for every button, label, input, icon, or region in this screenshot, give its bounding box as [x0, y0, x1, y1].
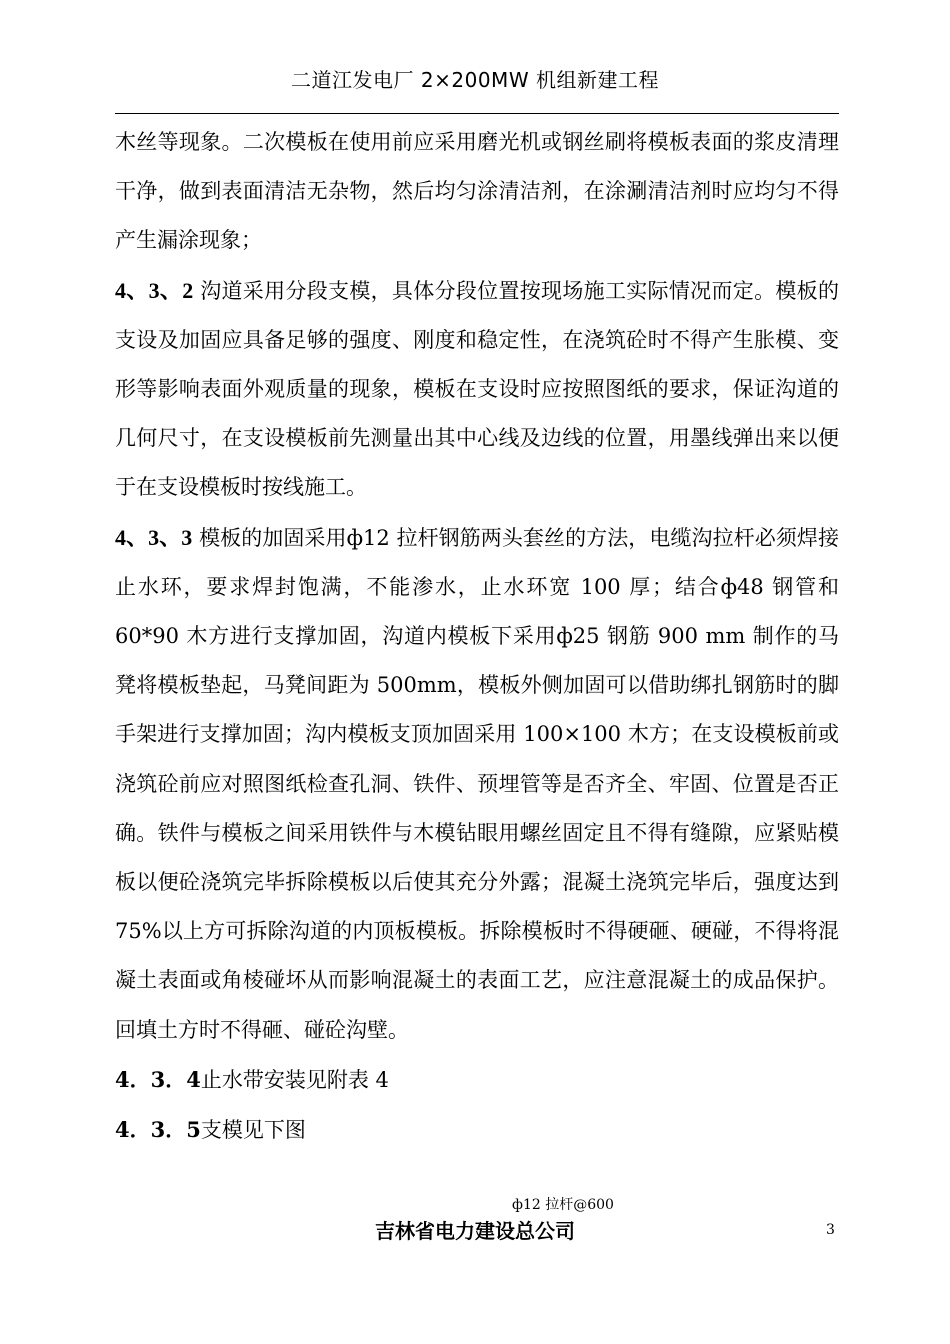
page-number: 3	[826, 1222, 835, 1238]
paragraph-4-3-2-text: 沟道采用分段支模，具体分段位置按现场施工实际情况而定。模板的支设及加固应具备足够的强度、刚度和稳定性，在浇筑砼时不得产生胀模、变形等影响表面外观质量的现象，模板在支设时应按照图纸的要求，保证沟道的几何尺寸，在支设模板前先测量出其中心线及边线的位置，用墨线弹出来以便于在支设模板时按线施工。	[115, 278, 839, 500]
document-body	[115, 118, 839, 1155]
section-number-4-3-2: 4、3、2	[115, 277, 194, 303]
document-header: 二道江发电厂 2×200MW 机组新建工程	[291, 68, 659, 92]
figure-label: ф12 拉杆@600	[512, 1197, 614, 1213]
paragraph-4-3-3-text: 模板的加固采用ф12 拉杆钢筋两头套丝的方法，电缆沟拉杆必须焊接止水环，要求焊封饱满，不能渗水，止水环宽 100 厚；结合ф48 钢管和 60*90 木方进行支撑加固，沟道内模板下采用ф25 钢筋 900 mm 制作的马凳将模板垫起，马凳间距为 500mm，模板外侧加固可以借助绑扎钢筋时的脚手架进行支撑加固；沟内模板支顶加固采用 100×100 木方；在支设模板前或浇筑砼前应对照图纸检查孔洞、铁件、预埋管等是否齐全、牢固、位置是否正确。铁件与模板之间采用铁件与木模钻眼用螺丝固定且不得有缝隙，应紧贴模板以便砼浇筑完毕拆除模板以后使其充分外露；混凝土浇筑完毕后，强度达到 75%以上方可拆除沟道的内顶板模板。拆除模板时不得硬砸、硬碰，不得将混凝土表面或角棱碰坏从而影响混凝土的表面工艺，应注意混凝土的成品保护。回填土方时不得砸、碰砼沟壁。	[115, 525, 839, 1042]
paragraph-4-3-4	[115, 1055, 839, 1105]
header-rule	[115, 113, 839, 114]
paragraph-1	[115, 118, 839, 266]
paragraph-1-text: 木丝等现象。二次模板在使用前应采用磨光机或钢丝刷将模板表面的浆皮清理干净，做到表面清洁无杂物，然后均匀涂清洁剂，在涂涮清洁剂时应均匀不得产生漏涂现象；	[115, 130, 839, 253]
paragraph-4-3-5	[115, 1105, 839, 1155]
footer-company: 吉林省电力建设总公司	[375, 1219, 575, 1243]
section-number-4-3-3: 4、3、3	[115, 524, 193, 550]
paragraph-4-3-5-text: 支模见下图	[200, 1118, 306, 1143]
section-number-4-3-5: 4．3．5	[115, 1117, 201, 1143]
section-number-4-3-4: 4．3．4	[115, 1066, 201, 1092]
paragraph-4-3-4-text: 止水带安装见附表 4	[200, 1067, 389, 1092]
paragraph-4-3-3	[115, 513, 839, 1055]
paragraph-4-3-2	[115, 266, 839, 513]
